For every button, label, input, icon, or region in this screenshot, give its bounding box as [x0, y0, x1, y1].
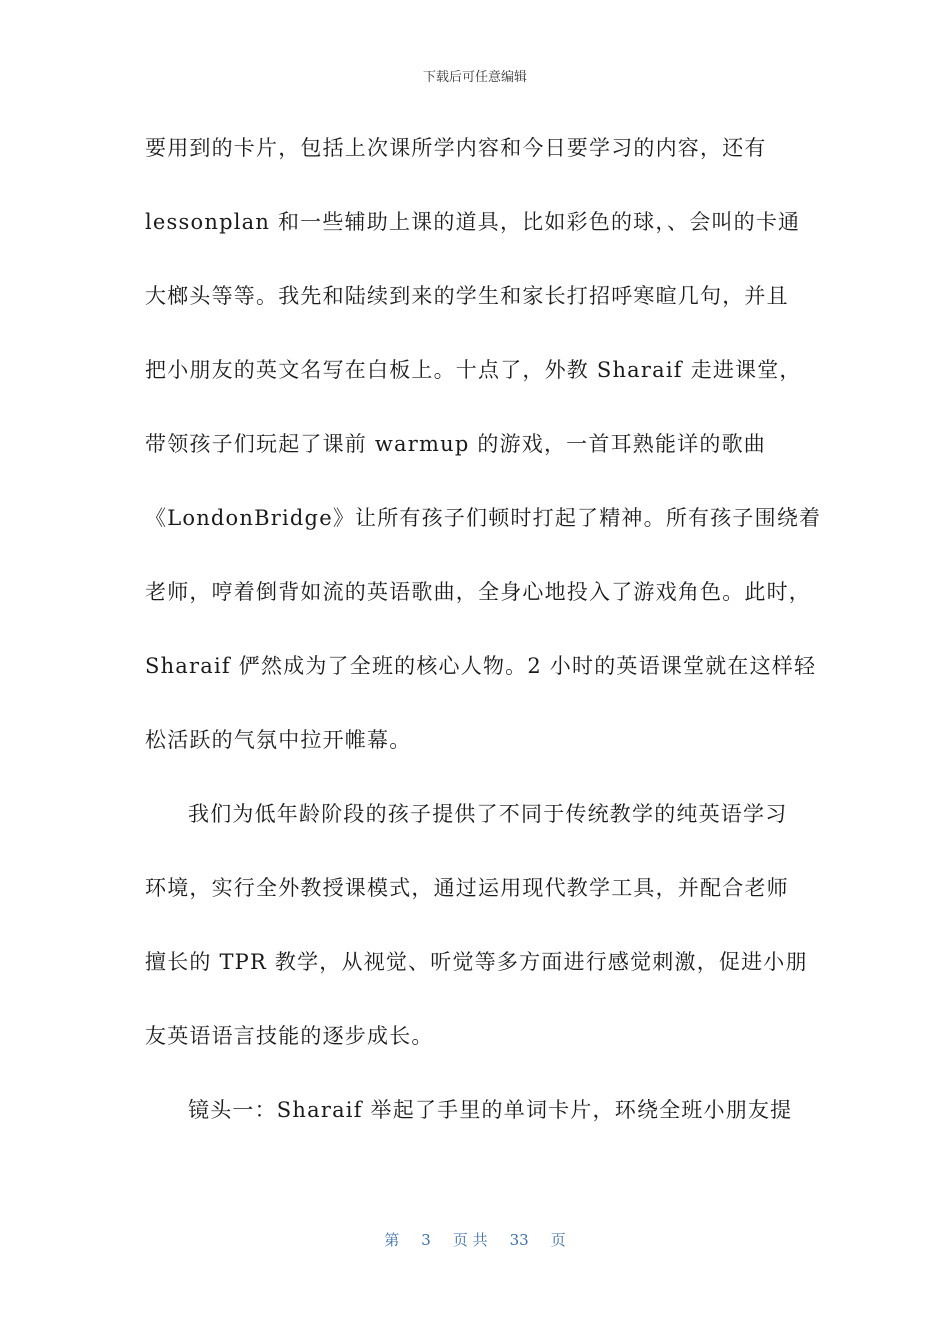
footer-label-end: 页	[550, 1231, 566, 1249]
body-line-7: 老师，哼着倒背如流的英语歌曲，全身心地投入了游戏角色。此时，	[145, 580, 811, 604]
body-line-1: 要用到的卡片，包括上次课所学内容和今日要学习的内容，还有	[145, 136, 767, 160]
body-line-13: 友英语语言技能的逐步成长。	[145, 1024, 434, 1048]
body-line-2: lessonplan 和一些辅助上课的道具，比如彩色的球，、会叫的卡通	[145, 210, 801, 234]
body-line-6: 《LondonBridge》让所有孩子们顿时打起了精神。所有孩子围绕着	[145, 506, 822, 530]
body-line-11: 环境，实行全外教授课模式，通过运用现代教学工具，并配合老师	[145, 876, 789, 900]
body-line-4: 把小朋友的英文名写在白板上。十点了，外教 Sharaif 走进课堂，	[145, 358, 802, 382]
body-line-5: 带领孩子们玩起了课前 warmup 的游戏，一首耳熟能详的歌曲	[145, 432, 766, 456]
body-line-9: 松活跃的气氛中拉开帷幕。	[145, 728, 412, 752]
body-line-14: 镜头一：Sharaif 举起了手里的单词卡片，环绕全班小朋友提	[188, 1098, 793, 1122]
page-footer	[0, 1229, 950, 1250]
body-line-10: 我们为低年龄阶段的孩子提供了不同于传统教学的纯英语学习	[188, 802, 788, 826]
footer-label-page: 第	[384, 1231, 400, 1249]
body-line-8: Sharaif 俨然成为了全班的核心人物。2 小时的英语课堂就在这样轻	[145, 654, 817, 678]
total-pages: 33	[509, 1231, 529, 1249]
body-line-3: 大榔头等等。我先和陆续到来的学生和家长打招呼寒暄几句，并且	[145, 284, 789, 308]
body-line-12: 擅长的 TPR 教学，从视觉、听觉等多方面进行感觉刺激，促进小朋	[145, 950, 808, 974]
page-header: 下载后可任意编辑	[422, 70, 527, 85]
page-number: 3	[421, 1231, 431, 1249]
footer-label-total: 页 共	[452, 1231, 488, 1249]
